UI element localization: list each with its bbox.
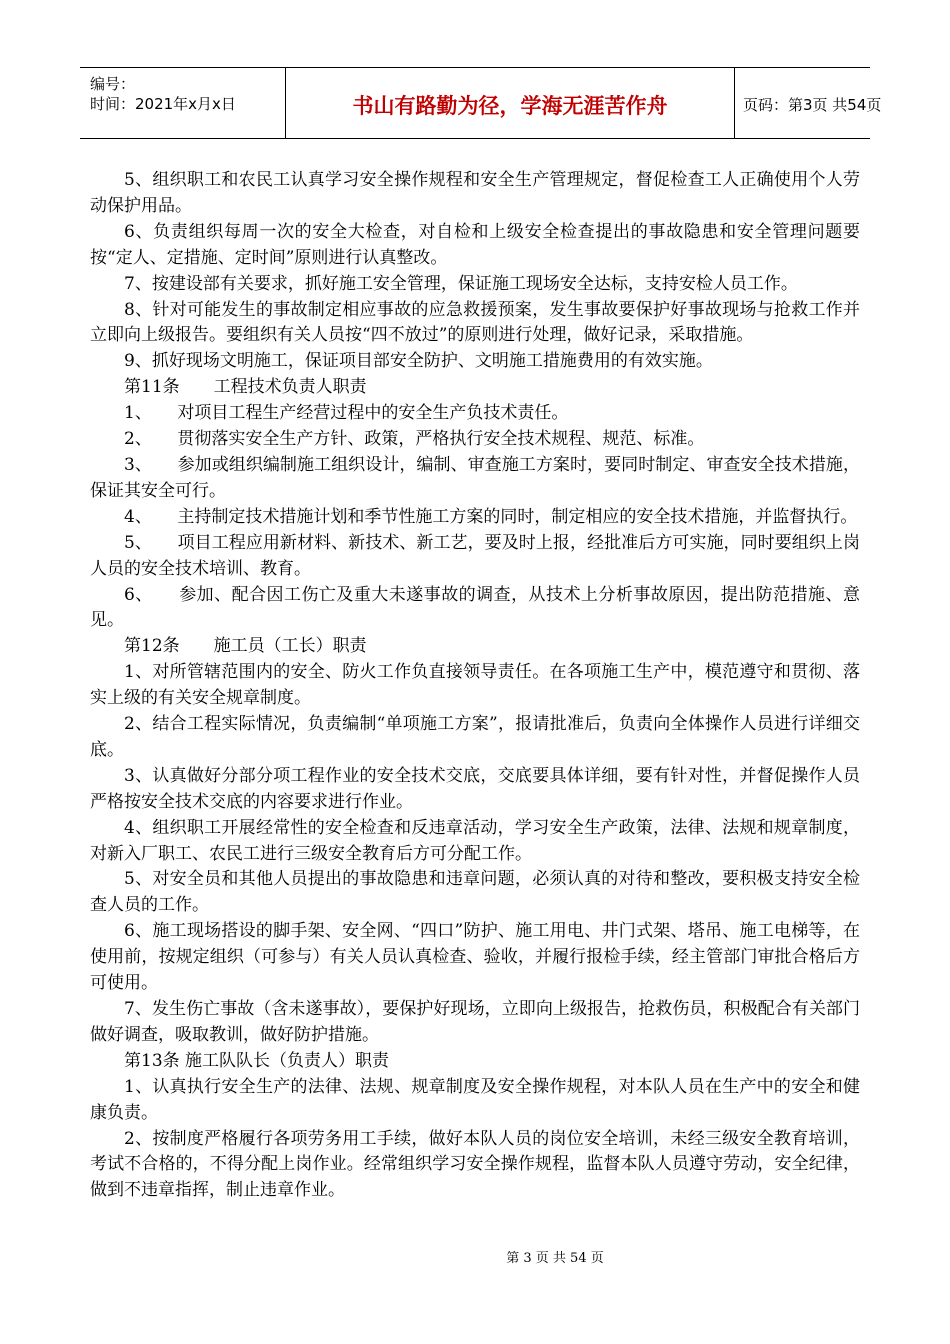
paragraph: 4、 主持制定技术措施计划和季节性施工方案的同时，制定相应的安全技术措施，并监督执行。 <box>124 506 858 527</box>
paragraph: 6、负责组织每周一次的安全大检查，对自检和上级安全检查提出的事故隐患和安全管理问题要按“定人、定措施、定时间”原则进行认真整改。 <box>90 221 860 268</box>
paragraph: 3、认真做好分部分项工程作业的安全技术交底，交底要具体详细，要有针对性，并督促操作人员严格按安全技术交底的内容要求进行作业。 <box>90 765 860 812</box>
page-info: 页码：第3页 共54页 <box>743 96 882 114</box>
paragraph: 3、 参加或组织编制施工组织设计，编制、审查施工方案时，要同时制定、审查安全技术措施，保证其安全可行。 <box>90 454 860 501</box>
header-meta-cell <box>80 68 286 138</box>
paragraph: 5、组织职工和农民工认真学习安全操作规程和安全生产管理规定，督促检查工人正确使用个人劳动保护用品。 <box>90 170 860 216</box>
page-footer: 第 3 页 共 54 页 <box>506 1251 604 1266</box>
section-heading: 第13条 施工队队长（负责人）职责 <box>124 1050 390 1071</box>
paragraph: 2、 贯彻落实安全生产方针、政策，严格执行安全技术规程、规范、标准。 <box>124 429 705 450</box>
header-page-cell <box>735 68 882 138</box>
code-label: 编号： <box>90 75 136 93</box>
paragraph: 5、对安全员和其他人员提出的事故隐患和违章问题，必须认真的对待和整改，要积极支持安全检查人员的工作。 <box>90 869 860 916</box>
section-heading: 第11条 工程技术负责人职责 <box>124 377 367 398</box>
motto: 书山有路勤为径，学海无涯苦作舟 <box>352 94 668 118</box>
paragraph: 5、 项目工程应用新材料、新技术、新工艺，要及时上报，经批准后方可实施，同时要组织上岗人员的安全技术培训、教育。 <box>90 532 860 579</box>
page-header <box>80 67 882 139</box>
paragraph: 1、 对项目工程生产经营过程中的安全生产负技术责任。 <box>124 403 569 424</box>
paragraph: 2、按制度严格履行各项劳务用工手续，做好本队人员的岗位安全培训，未经三级安全教育培训，考试不合格的，不得分配上岗作业。经常组织学习安全操作规程，监督本队人员遵守劳动，安全纪律，做到不违章指挥，制止违章作业。 <box>90 1128 860 1201</box>
paragraph: 6、 参加、配合因工伤亡及重大未遂事故的调查，从技术上分析事故原因，提出防范措施、意见。 <box>90 584 860 631</box>
paragraph: 2、结合工程实际情况，负责编制“单项施工方案”，报请批准后，负责向全体操作人员进行详细交底。 <box>90 714 860 760</box>
paragraph: 7、发生伤亡事故（含未遂事故），要保护好现场，立即向上级报告，抢救伤员，积极配合有关部门做好调查，吸取教训，做好防护措施。 <box>90 999 860 1045</box>
paragraph: 6、施工现场搭设的脚手架、安全网、“四口”防护、施工用电、井门式架、塔吊、施工电梯等，在使用前，按规定组织（可参与）有关人员认真检查、验收，并履行报检手续，经主管部门审批合格后方可使用。 <box>90 921 860 994</box>
paragraph: 1、认真执行安全生产的法律、法规、规章制度及安全操作规程，对本队人员在生产中的安全和健康负责。 <box>90 1076 860 1123</box>
header-motto-cell <box>286 68 735 138</box>
section-heading: 第12条 施工员（工长）职责 <box>124 636 367 657</box>
time-label: 时间：2021年x月x日 <box>90 95 236 113</box>
paragraph: 7、按建设部有关要求，抓好施工安全管理，保证施工现场安全达标，支持安检人员工作。 <box>124 273 798 294</box>
paragraph: 4、组织职工开展经常性的安全检查和反违章活动，学习安全生产政策，法律、法规和规章制度，对新入厂职工、农民工进行三级安全教育后方可分配工作。 <box>90 817 860 864</box>
document-body <box>90 168 860 1204</box>
paragraph: 1、对所管辖范围内的安全、防火工作负直接领导责任。在各项施工生产中，模范遵守和贯彻、落实上级的有关安全规章制度。 <box>90 662 860 709</box>
paragraph: 8、针对可能发生的事故制定相应事故的应急救援预案，发生事故要保护好事故现场与抢救工作并立即向上级报告。要组织有关人员按“四不放过”的原则进行处理，做好记录，采取措施。 <box>90 299 860 346</box>
paragraph: 9、抓好现场文明施工，保证项目部安全防护、文明施工措施费用的有效实施。 <box>124 351 713 372</box>
